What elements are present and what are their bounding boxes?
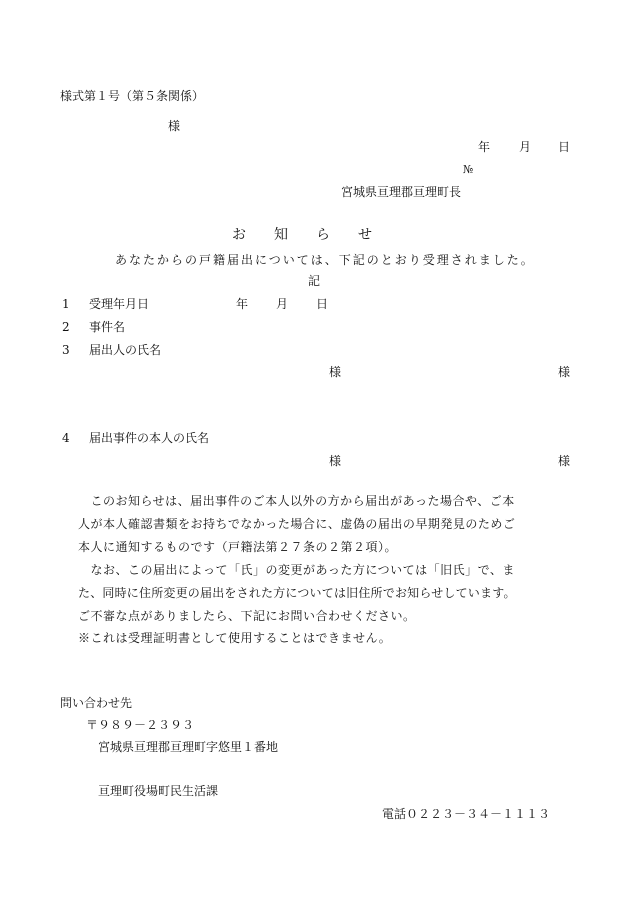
body-line-7: ※これは受理証明書として使用することはできません。 (78, 631, 392, 645)
item-2-label: 事件名 (89, 320, 126, 334)
issuer-name: 宮城県亘理郡亘理町長 (341, 185, 462, 199)
item-3-sama-2: 様 (558, 365, 571, 379)
body-line-6: ご不審な点がありましたら、下記にお問い合わせください。 (78, 609, 416, 623)
item-4-number: 4 (62, 431, 70, 445)
item-1-month-label: 月 (276, 297, 289, 311)
body-line-5: た、同時に住所変更の届出をされた方については旧住所でお知らせしています。 (78, 586, 516, 600)
item-3-label: 届出人の氏名 (89, 343, 162, 357)
contact-office: 亘理町役場町民生活課 (98, 784, 219, 798)
contact-phone: 電話０２２３－３４－１１１３ (382, 807, 551, 821)
item-3-sama-1: 様 (329, 365, 342, 379)
item-4-sama-1: 様 (329, 454, 342, 468)
item-1-label: 受理年月日 (89, 297, 150, 311)
body-line-4: なお、この届出によって「氏」の変更があった方については「旧氏」で、ま (78, 563, 515, 577)
page-title: お 知 ら せ (232, 227, 372, 243)
addressee-suffix: 様 (168, 119, 181, 133)
item-3-number: 3 (62, 343, 70, 357)
form-number: 様式第１号（第５条関係） (60, 89, 205, 103)
date-month-label: 月 (519, 140, 532, 154)
contact-address: 宮城県亘理郡亘理町字悠里１番地 (98, 740, 279, 754)
contact-heading: 問い合わせ先 (60, 696, 133, 710)
body-line-2: 人が本人確認書類をお持ちでなかった場合に、虚偽の届出の早期発見のためご (78, 517, 516, 531)
document-number-label: № (463, 163, 474, 176)
item-1-day-label: 日 (316, 297, 329, 311)
item-2-number: 2 (62, 320, 70, 334)
item-4-label: 届出事件の本人の氏名 (89, 431, 210, 445)
date-year-label: 年 (478, 140, 491, 154)
date-day-label: 日 (558, 140, 571, 154)
item-4-sama-2: 様 (558, 454, 571, 468)
item-1-number: 1 (62, 297, 70, 311)
body-line-3: 本人に通知するものです（戸籍法第２７条の２第２項）。 (78, 540, 398, 554)
item-1-year-label: 年 (236, 297, 249, 311)
ki-label: 記 (308, 274, 321, 288)
contact-postal: 〒９８９－２３９３ (86, 718, 195, 732)
body-line-1: このお知らせは、届出事件のご本人以外の方から届出があった場合や、ご本 (78, 494, 515, 508)
intro-text: あなたからの戸籍届出については、下記のとおり受理されました。 (115, 253, 535, 267)
